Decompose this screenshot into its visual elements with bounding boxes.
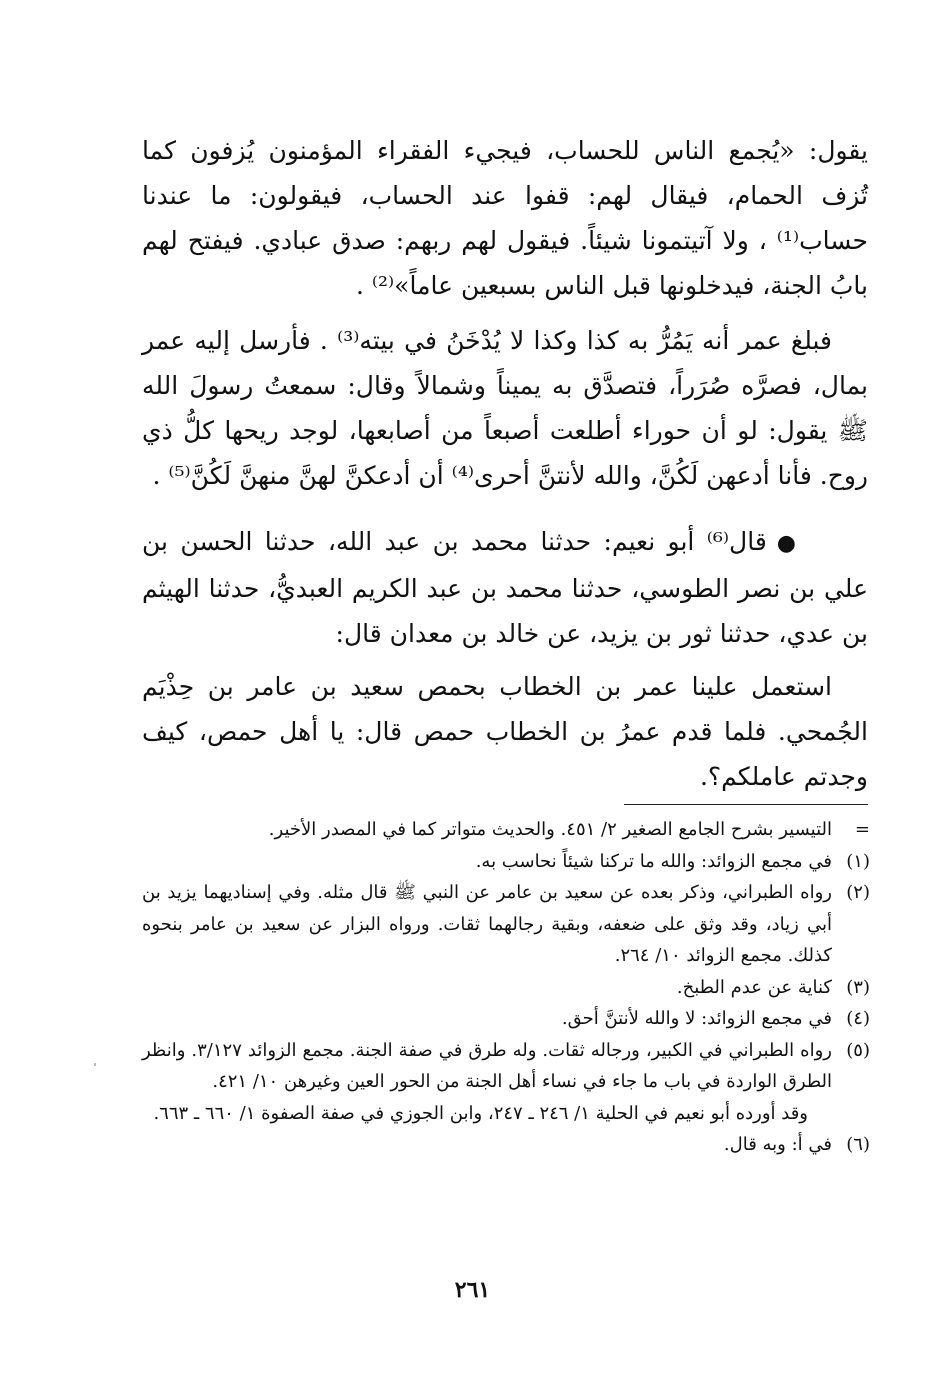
main-text-block-1 — [142, 128, 868, 498]
page-number: ٢٦١ — [454, 1277, 491, 1303]
footnote-5-continuation — [142, 1098, 870, 1130]
footnote-number: (٦) — [846, 1134, 870, 1155]
footnote-text: في أ: وبه قال. — [723, 1134, 832, 1155]
footnotes — [142, 814, 870, 1161]
footnote-marker: = — [854, 819, 870, 840]
footnote-continuation — [142, 814, 870, 846]
paragraph-3 — [142, 519, 868, 656]
footnote-3 — [142, 972, 870, 1004]
footnote-text: التيسير بشرح الجامع الصغير ٢/ ٤٥١. والحديث متواتر كما في المصدر الأخير. — [268, 819, 832, 840]
footnote-number: (٢) — [846, 882, 870, 903]
footnote-number: (١) — [846, 850, 870, 872]
footnote-separator — [624, 804, 868, 805]
paragraph-3-text: قال⁽⁶⁾ أبو نعيم: حدثنا محمد بن عبد الله، حدثنا الحسن بن علي بن نصر الطوسي، حدثنا محمد بن عبد الكريم العبديُّ، حدثنا الهيثم بن عدي، حدثنا ثور بن يزيد، عن خالد بن معدان قال: — [142, 527, 868, 648]
footnote-text: رواه الطبراني في الكبير، ورجاله ثقات. وله طرق في صفة الجنة. مجمع الزوائد ٣/١٢٧. وانظر الطرق الواردة في باب ما جاء في نساء أهل الجنة من الحور العين وغيرهن ١٠/ ٤٢١. — [142, 1039, 832, 1092]
paragraph-1: يقول: «يُجمع الناس للحساب، فيجيء الفقراء المؤمنون يُزفون كما تُزف الحمام، فيقال لهم: قفوا عند الحساب، فيقولون: ما عندنا حساب⁽¹⁾ ، ولا آتيتمونا شيئاً. فيقول لهم ربهم: صدق عبادي. فيفتح لهم بابُ الجنة، فيدخلونها قبل الناس بسبعين عاماً»⁽²⁾ . — [142, 136, 868, 300]
footnote-text: رواه الطبراني، وذكر بعده عن سعيد بن عامر عن النبي ﷺ قال مثله. وفي إسناديهما يزيد بن أبي زياد، وقد وثق على ضعفه، وبقية رجالهما ثقات. ورواه البزار عن سعيد بن عامر بنحوه كذلك. مجمع الزوائد ١٠/ ٢٦٤. — [142, 882, 832, 966]
footnote-number: (٣) — [846, 976, 870, 998]
footnote-4 — [142, 1003, 870, 1035]
footnote-6 — [142, 1129, 870, 1161]
footnote-number: (٥) — [846, 1039, 870, 1061]
scan-speck — [94, 1063, 96, 1066]
footnote-text: كناية عن عدم الطبخ. — [676, 976, 832, 998]
footnote-5 — [142, 1035, 870, 1098]
footnote-text: وقد أورده أبو نعيم في الحلية ١/ ٢٤٦ ـ ٢٤٧، وابن الجوزي في صفة الصفوة ١/ ٦٦٠ ـ ٦٦٣. — [153, 1102, 808, 1124]
main-text-block-2 — [142, 519, 868, 799]
paragraph-2: فبلغ عمر أنه يَمُرُّ به كذا وكذا لا يُدْخَنُ في بيته⁽³⁾ . فأرسل إليه عمر بمال، فصرَّه صُرَراً، فتصدَّق به يميناً وشمالاً وقال: سمعتُ رسولَ الله ﷺ يقول: لو أن حوراء أطلعت أصبعاً من أصابعها، لوجد ريحها كلُّ ذي روح. فأنا أدعهن لَكُنَّ، والله لأنتنَّ أحرى⁽⁴⁾ أن أدعكنَّ لهنَّ منهنَّ لَكُنَّ⁽⁵⁾ . — [142, 326, 868, 490]
footnote-1 — [142, 846, 870, 878]
footnote-text: في مجمع الزوائد: لا والله لأنتنَّ أحق. — [561, 1008, 832, 1029]
bullet-icon: ● — [776, 531, 796, 556]
footnote-number: (٤) — [846, 1008, 870, 1029]
footnote-2 — [142, 877, 870, 972]
footnote-text: في مجمع الزوائد: والله ما تركنا شيئاً نحاسب به. — [475, 850, 832, 872]
paragraph-4: استعمل علينا عمر بن الخطاب بحمص سعيد بن عامر بن حِذْيَم الجُمحي. فلما قدم عمرُ بن الخطاب حمص قال: يا أهل حمص، كيف وجدتم عاملكم؟. — [142, 672, 868, 791]
